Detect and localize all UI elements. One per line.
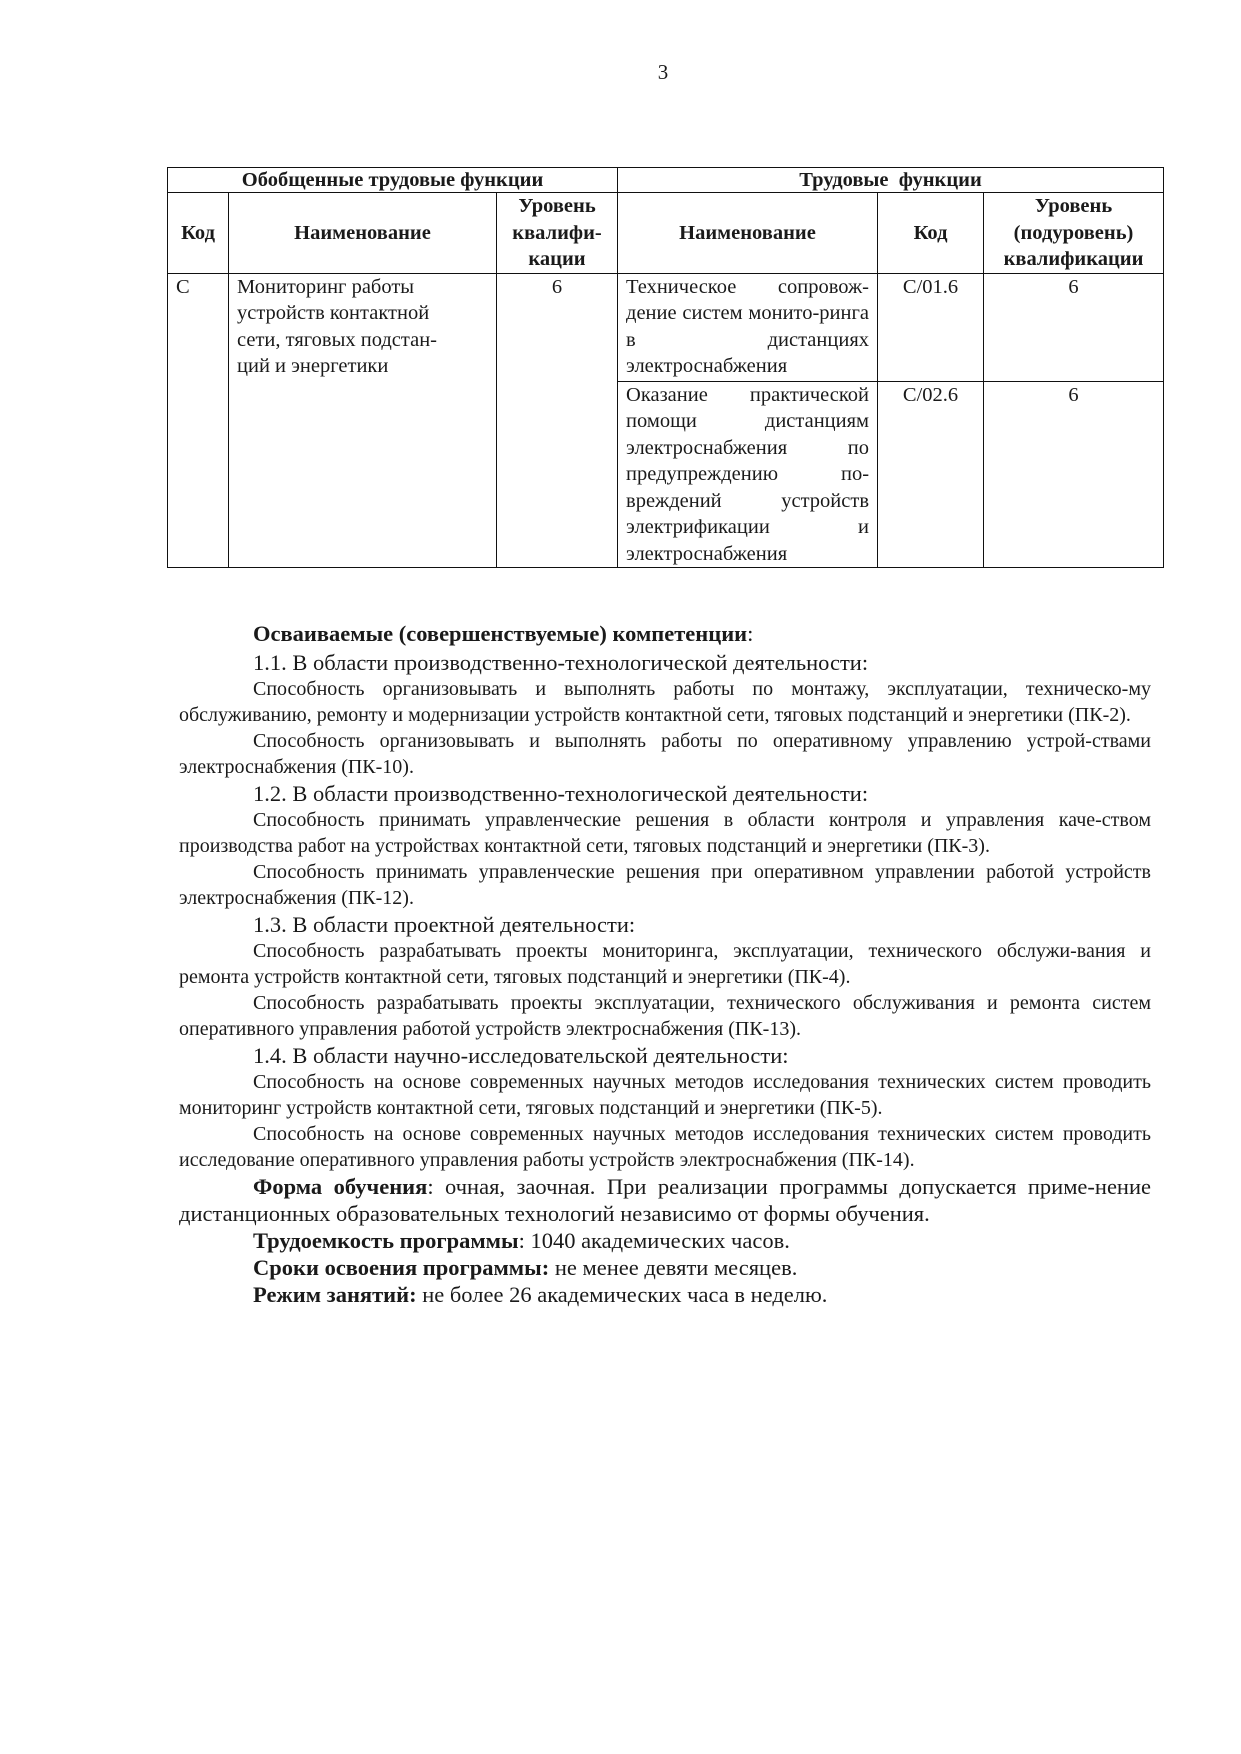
competency-item: Способность разрабатывать проекты мониторинга, эксплуатации, технического обслужи-вания и ремонта устройств контактной сети, тяговых подстанций и энергетики (ПК-4). bbox=[179, 940, 1151, 988]
header-gtf-level: Уровень квалифи-кации bbox=[497, 193, 618, 274]
tf-code-cell: C/02.6 bbox=[878, 381, 984, 568]
tf-level-cell: 6 bbox=[984, 381, 1164, 568]
gtf-level-cell: 6 bbox=[497, 273, 618, 568]
tf-name-cell: Оказание практической помощи дистанциям электроснабжения по предупреждению по-вреждений устройств электрификации и электроснабжения bbox=[618, 381, 878, 568]
column-header-row bbox=[168, 193, 1164, 274]
page-number: 3 bbox=[657, 60, 669, 84]
study-form bbox=[179, 1173, 1151, 1227]
program-hours-value: : 1040 академических часов. bbox=[518, 1228, 790, 1253]
competencies-heading-text: Осваиваемые (совершенствуемые) компетенции bbox=[253, 621, 748, 646]
section-title: 1.1. В области производственно-технологической деятельности: bbox=[253, 650, 869, 675]
competencies-heading-colon: : bbox=[747, 621, 754, 646]
gtf-code-cell: C bbox=[168, 273, 229, 568]
study-form-value: : очная, заочная. При реализации программы допускается приме-нение дистанционных образовательных технологий независимо от формы обучения. bbox=[179, 1174, 1152, 1226]
competency-item: Способность принимать управленческие решения в области контроля и управления каче-ством производства работ на устройствах контактной сети, тяговых подстанций и энергетики (ПК-3). bbox=[179, 809, 1151, 857]
study-schedule bbox=[179, 1281, 1151, 1308]
gtf-name-cell: Мониторинг работы устройств контактной сети, тяговых подстан-ций и энергетики bbox=[229, 273, 497, 568]
group-header-generalized: Обобщенные трудовые функции bbox=[168, 168, 618, 193]
program-hours bbox=[179, 1227, 1151, 1254]
header-gtf-name: Наименование bbox=[229, 193, 497, 274]
competency-item: Способность разрабатывать проекты эксплуатации, технического обслуживания и ремонта систем оперативного управления работой устройств электроснабжения (ПК-13). bbox=[179, 992, 1151, 1040]
competencies-heading bbox=[179, 620, 1151, 647]
competency-item: Способность организовывать и выполнять работы по оперативному управлению устрой-ствами электроснабжения (ПК-10). bbox=[179, 730, 1151, 778]
section-title: 1.4. В области научно-исследовательской деятельности: bbox=[253, 1043, 789, 1068]
group-header-labor-functions: Трудовые функции bbox=[618, 168, 1164, 193]
section-title: 1.2. В области производственно-технологической деятельности: bbox=[253, 781, 869, 806]
header-tf-name: Наименование bbox=[618, 193, 878, 274]
study-form-label: Форма обучения bbox=[253, 1174, 428, 1199]
tf-level-cell: 6 bbox=[984, 273, 1164, 381]
table-row bbox=[168, 273, 1164, 381]
tf-name-cell: Техническое сопровож-дение систем монито-ринга в дистанциях электроснабжения bbox=[618, 273, 878, 381]
tf-code-cell: C/01.6 bbox=[878, 273, 984, 381]
section-title: 1.3. В области проектной деятельности: bbox=[253, 912, 636, 937]
competency-item: Способность на основе современных научных методов исследования технических систем проводить мониторинг устройств контактной сети, тяговых подстанций и энергетики (ПК-5). bbox=[179, 1071, 1151, 1119]
group-header-row bbox=[168, 168, 1164, 193]
competency-item: Способность принимать управленческие решения при оперативном управлении работой устройств электроснабжения (ПК-12). bbox=[179, 861, 1151, 909]
header-tf-level: Уровень (подуровень) квалификации bbox=[984, 193, 1164, 274]
program-duration-label: Сроки освоения программы: bbox=[253, 1255, 550, 1280]
program-duration bbox=[179, 1254, 1151, 1281]
competencies-section bbox=[179, 620, 1151, 1308]
competency-item: Способность на основе современных научных методов исследования технических систем проводить исследование оперативного управления работы устройств электроснабжения (ПК-14). bbox=[179, 1123, 1151, 1171]
study-schedule-value: не более 26 академических часа в неделю. bbox=[416, 1282, 828, 1307]
header-tf-code: Код bbox=[878, 193, 984, 274]
header-gtf-code: Код bbox=[168, 193, 229, 274]
labor-functions-table bbox=[167, 167, 1164, 568]
study-schedule-label: Режим занятий: bbox=[253, 1282, 417, 1307]
program-hours-label: Трудоемкость программы bbox=[253, 1228, 519, 1253]
competency-item: Способность организовывать и выполнять работы по монтажу, эксплуатации, техническо-му обслуживанию, ремонту и модернизации устройств контактной сети, тяговых подстанций и энергетики (ПК-2). bbox=[179, 678, 1151, 726]
program-duration-value: не менее девяти месяцев. bbox=[549, 1255, 798, 1280]
